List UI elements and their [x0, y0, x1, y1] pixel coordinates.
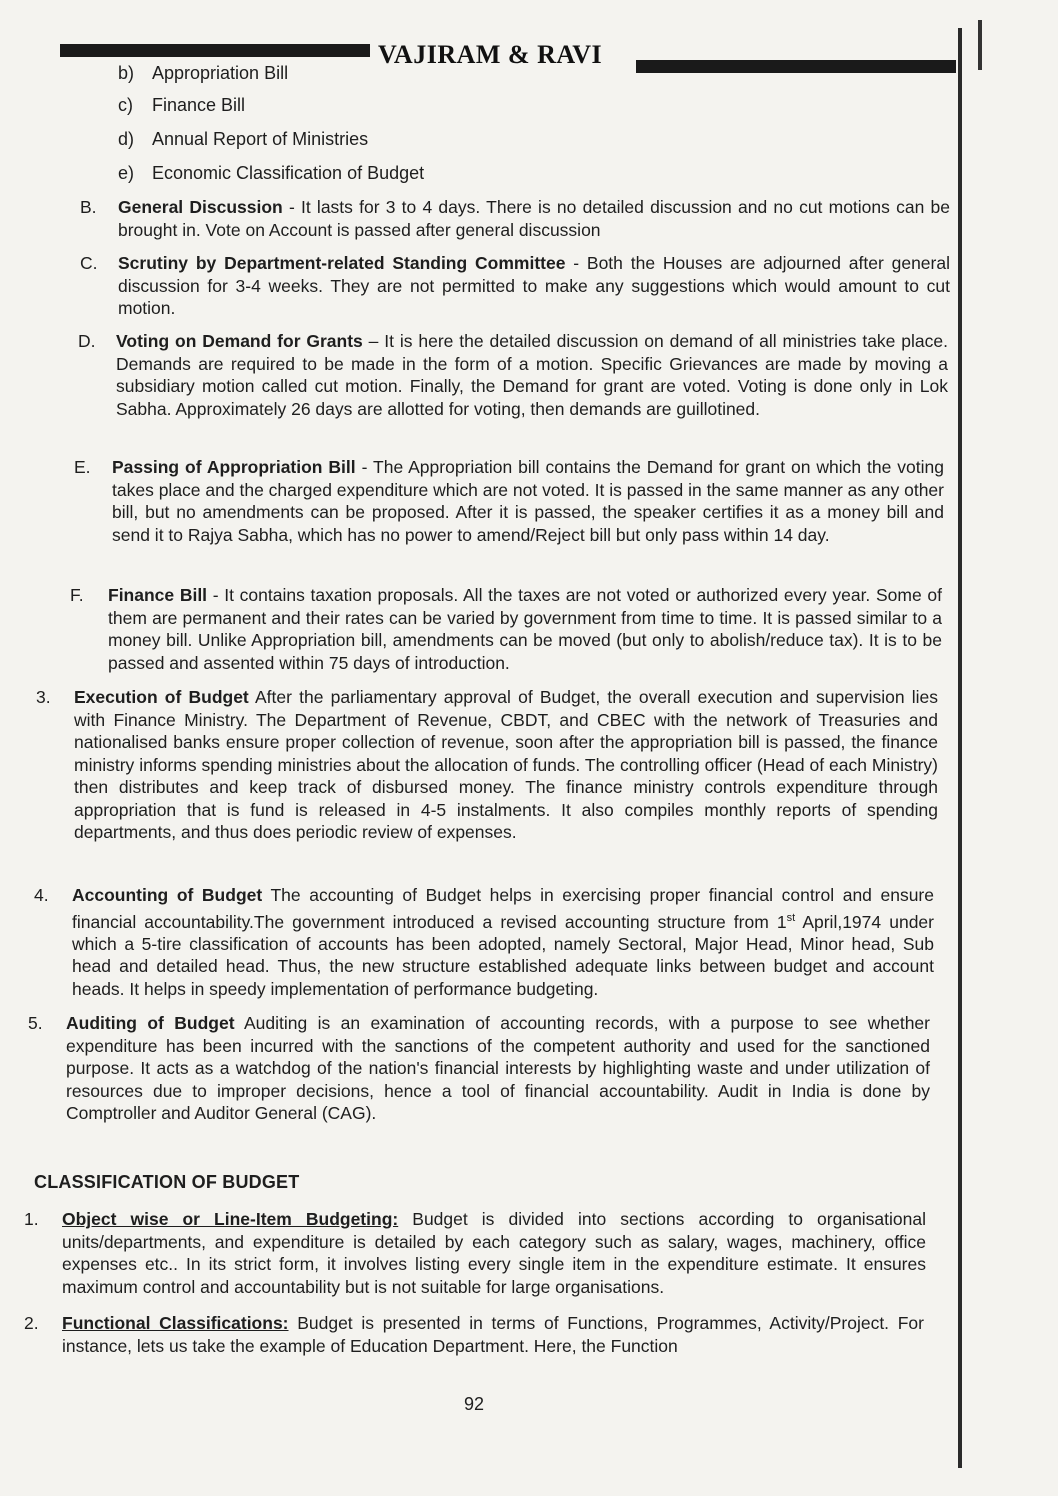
item-text: Both the Houses are adjourned after general discussion for 3-4 weeks. They are not permitted to make any suggestions which would amount to cut motion. [118, 253, 950, 318]
binding-edge-mark [978, 20, 982, 70]
sub-item-text: Finance Bill [152, 95, 246, 115]
item-text: The Appropriation bill contains the Demand for grant on which the voting takes place and the charged expenditure which are not voted. It is passed in the same manner as any other bill, but no amendments can be proposed. After it is passed, the speaker certifies it as a money bill and send it to Rajya Sabha, which has no power to amend/Reject bill but only pass within 14 day. [112, 457, 944, 545]
sub-item-text: Annual Report of Ministries [152, 129, 369, 149]
item-text: April,1974 under which a 5-tire classification of accounts has been adopted, namely Sectoral, Major Head, Minor head, Sub head and detailed head. Thus, the new structure established adequate links between budget and account heads. It helps in speedy implementation of performance budgeting. [72, 911, 934, 999]
item-title: Scrutiny by Department-related Standing Committee [118, 253, 566, 273]
item-title: Functional Classifications: [62, 1313, 289, 1333]
lettered-item [74, 456, 944, 546]
item-title: General Discussion [118, 197, 283, 217]
item-text: Budget is presented in terms of Functions, Programmes, Activity/Project. For instance, lets us take the example of Education Department. Here, the Function [62, 1313, 924, 1356]
item-text: It is here the detailed discussion on demand of all ministries take place. Demands are required to be made in the form of a motion. Specific Grievances are made by moving a subsidiary motion called cut motion. Finally, the Demand for grant are voted. Voting is done only in Lok Sabha. Approximately 26 days are allotted for voting, then demands are guillotined. [116, 331, 948, 419]
section-heading: CLASSIFICATION OF BUDGET [34, 1172, 300, 1192]
header-rule-left [60, 44, 370, 57]
lettered-item [80, 196, 950, 241]
sub-item [118, 94, 245, 116]
item-title: Voting on Demand for Grants [116, 331, 363, 351]
item-title: Auditing of Budget [66, 1013, 235, 1033]
sub-item-text: Appropriation Bill [152, 63, 289, 83]
item-separator: – [362, 331, 385, 351]
item-title: Finance Bill [108, 585, 208, 605]
item-title: Object wise or Line-Item Budgeting: [62, 1209, 399, 1229]
header-rule-right [636, 60, 956, 73]
item-marker: F. [70, 585, 84, 605]
item-title: Passing of Appropriation Bill [112, 457, 356, 477]
item-text: It contains taxation proposals. All the taxes are not voted or authorized every year. Some of them are permanent and their rates can be varied by government from time to time. It is passed similar to a money bill. Unlike Appropriation bill, amendments can be moved (but only to abolish/reduce tax). It is to be passed and assented within 75 days of introduction. [108, 585, 942, 673]
item-marker: 2. [24, 1313, 39, 1333]
item-title: Execution of Budget [74, 687, 249, 707]
sub-item [118, 62, 288, 84]
sub-item-label: b) [118, 63, 135, 83]
classification-item [24, 1208, 927, 1298]
lettered-item [80, 252, 950, 320]
item-marker: E. [74, 457, 91, 477]
header-title: VAJIRAM & RAVI [378, 40, 603, 69]
item-marker: C. [80, 253, 98, 273]
item-text: After the parliamentary approval of Budget, the overall execution and supervision lies with Finance Ministry. The Department of Revenue, CBDT, and CBEC with the network of Treasuries and nationalised banks ensure proper collection of revenue, soon after the appropriation bill is passed, the finance ministry informs spending ministries about the allocation of funds. The controlling officer (Head of each Ministry) then distributes and keep track of disbursed money. The finance ministry controls expenditure through appropriation that is fund is released in 4-5 instalments. It also compiles monthly reports of spending departments, and thus does periodic review of expenses. [74, 687, 938, 842]
lettered-item [70, 584, 942, 674]
item-marker: B. [80, 197, 97, 217]
item-text: The accounting of Budget helps in exercising proper financial control and ensure financial accountability.The government introduced a revised accounting structure from 1 [72, 885, 934, 932]
sub-item [118, 128, 368, 150]
item-separator: - [282, 197, 301, 217]
sub-item [118, 162, 424, 184]
binding-edge-rule [958, 28, 962, 1468]
superscript: st [786, 911, 796, 924]
item-marker: 3. [36, 687, 51, 707]
item-marker: 5. [28, 1013, 43, 1033]
item-marker: 1. [24, 1209, 39, 1229]
item-separator: - [355, 457, 374, 477]
sub-item-text: Economic Classification of Budget [152, 163, 425, 183]
item-text: Budget is divided into sections according to organisational units/departments, and expenditure is detailed by each category such as salary, wages, machinery, office expenses etc.. In its strict form, it involves listing every single item in the expenditure estimate. It ensures maximum control and accountability but is not suitable for large organisations. [62, 1209, 927, 1297]
item-separator: - [565, 253, 587, 273]
numbered-item [36, 686, 938, 844]
item-marker: D. [78, 331, 96, 351]
sub-item-label: e) [118, 163, 135, 183]
item-text: It lasts for 3 to 4 days. There is no detailed discussion and no cut motions can be brought in. Vote on Account is passed after general discussion [118, 197, 950, 240]
item-separator: - [207, 585, 225, 605]
sub-item-label: c) [118, 95, 133, 115]
numbered-item [28, 1012, 930, 1125]
item-text: Auditing is an examination of accounting records, with a purpose to see whether expenditure has been incurred with the sanctions of the competent authority and used for the sanctioned purpose. It acts as a watchdog of the nation's financial interests by highlighting waste and under utilization of resources due to improper decisions, hence a tool of financial accountability. Audit in India is done by Comptroller and Auditor General (CAG). [66, 1013, 930, 1123]
sub-item-label: d) [118, 129, 135, 149]
numbered-item [34, 884, 934, 1000]
classification-item [24, 1312, 924, 1357]
item-marker: 4. [34, 885, 49, 905]
item-title: Accounting of Budget [72, 885, 263, 905]
page-number: 92 [464, 1394, 485, 1414]
lettered-item [78, 330, 948, 420]
